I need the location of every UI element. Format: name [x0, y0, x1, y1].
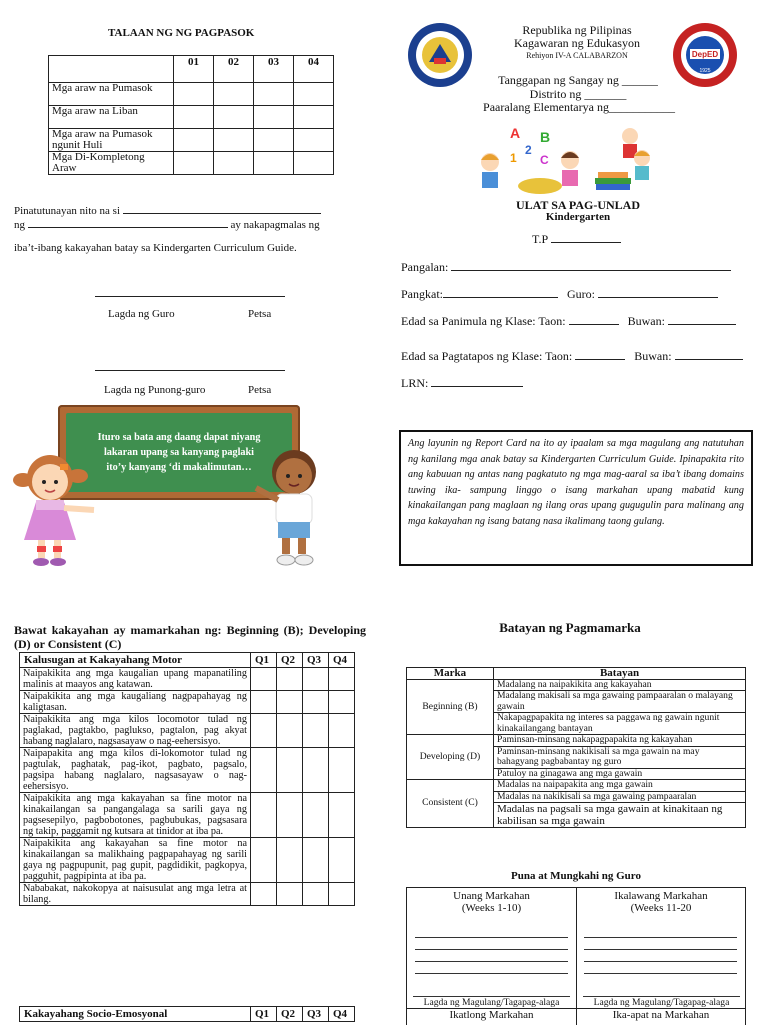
q2-parent-signature-label: Lagda ng Magulang/Tagapag-alaga	[583, 996, 740, 1008]
attendance-cell[interactable]	[174, 129, 214, 152]
attendance-cell[interactable]	[214, 106, 254, 129]
skill-grade-cell[interactable]	[303, 668, 329, 691]
deped-seal-left	[407, 22, 473, 88]
q2-comment-lines[interactable]	[584, 926, 737, 974]
grading-batayan-header: Batayan	[494, 668, 746, 680]
skill-grade-cell[interactable]	[251, 714, 277, 748]
tp-label: T.P	[532, 232, 548, 246]
skill-grade-cell[interactable]	[329, 748, 355, 793]
skills-q1-header: Q1	[251, 653, 277, 668]
q4-heading: Ika-apat na Markahan	[612, 1009, 710, 1021]
pangalan-field[interactable]	[451, 270, 731, 271]
header-district: Distrito ng _______	[529, 87, 627, 101]
certification-line-1	[14, 205, 321, 217]
skills-intro: Bawat kakayahan ay mamarkahan ng: Beginning (B); Developing (D) or Consistent (C)	[14, 623, 366, 651]
lrn-label: LRN:	[401, 376, 429, 390]
skill-item: Naipapakita ang mga kilos di-lokomotor tulad ng pagtulak, paghatak, pag-ikot, pagbato, pagsalo, pagsipa habang naglalaro, nagsasayaw o nag-eehersisyo.	[20, 748, 251, 793]
skill-grade-cell[interactable]	[251, 838, 277, 883]
socio-emotional-table	[19, 1006, 355, 1022]
attendance-header-q3: 03	[254, 56, 294, 83]
skill-grade-cell[interactable]	[277, 668, 303, 691]
socio-q1-header: Q1	[251, 1007, 277, 1022]
tp-field[interactable]	[551, 242, 621, 243]
attendance-header-q1: 01	[174, 56, 214, 83]
socio-q4-header: Q4	[329, 1007, 355, 1022]
attendance-cell[interactable]	[214, 152, 254, 175]
svg-text:2: 2	[525, 143, 532, 157]
kids-reading-illustration	[470, 120, 670, 200]
skill-grade-cell[interactable]	[277, 793, 303, 838]
svg-text:1: 1	[510, 151, 517, 165]
skill-grade-cell[interactable]	[251, 668, 277, 691]
attendance-cell[interactable]	[294, 106, 334, 129]
attendance-cell[interactable]	[174, 152, 214, 175]
school-field[interactable]	[28, 227, 228, 228]
report-subtitle: Kindergarten	[545, 211, 611, 223]
edad-simula-buwan-label: Buwan:	[627, 314, 665, 328]
skill-grade-cell[interactable]	[303, 714, 329, 748]
attendance-cell[interactable]	[214, 83, 254, 106]
teacher-signature-line[interactable]	[95, 296, 285, 297]
q1-parent-signature-label: Lagda ng Magulang/Tagapag-alaga	[413, 996, 570, 1008]
skills-table	[19, 652, 355, 906]
purpose-box	[399, 430, 753, 566]
attendance-cell[interactable]	[254, 129, 294, 152]
socio-q2-header: Q2	[277, 1007, 303, 1022]
grading-criterion: Madalang na naipakikita ang kakayahan	[494, 679, 746, 691]
certification-line-2	[14, 219, 320, 231]
skill-item: Naipakikita ang mga kaugaliang nagpapahayag ng kaligtasan.	[20, 691, 251, 714]
deped-seal-right	[672, 22, 738, 88]
skills-q4-header: Q4	[329, 653, 355, 668]
skill-item: Nababakat, nakokopya at naisusulat ang mga letra at bilang.	[20, 883, 251, 906]
grading-criterion: Patuloy na ginagawa ang mga gawain	[494, 768, 746, 780]
report-title: ULAT SA PAG-UNLAD	[515, 198, 640, 212]
certification-suffix: ay nakapagmalas ng	[230, 219, 320, 231]
attendance-row-label: Mga araw na Pumasok ngunit Huli	[49, 129, 174, 152]
skill-grade-cell[interactable]	[251, 793, 277, 838]
attendance-table	[48, 55, 334, 175]
skill-grade-cell[interactable]	[329, 883, 355, 906]
edad-simula-buwan-field[interactable]	[668, 324, 736, 325]
comments-title: Puna at Mungkahi ng Guro	[510, 870, 641, 882]
skills-q3-header: Q3	[303, 653, 329, 668]
svg-text:A: A	[510, 125, 521, 141]
skill-grade-cell[interactable]	[303, 793, 329, 838]
skill-grade-cell[interactable]	[277, 748, 303, 793]
q1-title: Unang Markahan	[453, 890, 530, 902]
girl-illustration	[8, 440, 108, 575]
skill-grade-cell[interactable]	[303, 838, 329, 883]
grading-mark: Beginning (B)	[407, 679, 494, 735]
skill-grade-cell[interactable]	[277, 883, 303, 906]
q2-heading	[577, 890, 745, 914]
attendance-row-label: Mga araw na Pumasok	[49, 83, 174, 106]
principal-signature-label: Lagda ng Punong-guro	[104, 384, 206, 396]
skill-grade-cell[interactable]	[277, 691, 303, 714]
guro-field[interactable]	[598, 297, 718, 298]
edad-simula-taon-field[interactable]	[569, 324, 619, 325]
chalkboard-text: Ituro sa bata ang daang dapat niyang lakaran upang sa kanyang paglaki ito’y kanyang ‘di makalimutan…	[97, 432, 261, 473]
pangalan-row	[401, 260, 731, 275]
attendance-cell[interactable]	[174, 106, 214, 129]
edad-tapos-row	[401, 349, 743, 364]
skill-grade-cell[interactable]	[329, 668, 355, 691]
attendance-header-q4: 04	[294, 56, 334, 83]
skills-section-header: Kalusugan at Kakayahang Motor	[20, 653, 251, 668]
seal-right-text: DepED	[691, 50, 719, 59]
skill-grade-cell[interactable]	[329, 691, 355, 714]
q2-weeks: (Weeks 11-20	[630, 902, 692, 914]
attendance-cell[interactable]	[294, 129, 334, 152]
skill-item: Naipakikita ang kakayahan sa fine motor na kinakailangan sa malikhaing pagpapahayag ng sarili gaya ng pagpupunit, pag gupit, pagdidikit, pagkopya, pagguhit, pagpipinta at iba pa.	[20, 838, 251, 883]
skill-item: Naipakikita ang mga kilos locomotor tulad ng paglakad, pagtakbo, paglukso, pagtalon, pag akyat habang naglalaro, nagsasayaw o nag-eehersisyo.	[20, 714, 251, 748]
skill-grade-cell[interactable]	[277, 714, 303, 748]
header-republic: Republika ng Pilipinas	[522, 23, 632, 37]
tp-row	[532, 232, 621, 247]
q1-heading	[407, 890, 576, 914]
attendance-cell[interactable]	[254, 83, 294, 106]
grading-table	[406, 667, 746, 828]
skill-grade-cell[interactable]	[277, 838, 303, 883]
teacher-date-label: Petsa	[248, 308, 272, 320]
header-region: Rehiyon IV-A CALABARZON	[526, 51, 628, 60]
pangkat-row	[401, 287, 718, 302]
teacher-signature-label: Lagda ng Guro	[108, 308, 175, 320]
q2-title: Ikalawang Markahan	[614, 890, 708, 902]
attendance-row-label: Mga Di-Kompletong Araw	[49, 152, 174, 175]
grading-mark: Consistent (C)	[407, 780, 494, 828]
lrn-row	[401, 376, 523, 391]
skill-grade-cell[interactable]	[329, 714, 355, 748]
skill-grade-cell[interactable]	[303, 748, 329, 793]
skill-grade-cell[interactable]	[251, 883, 277, 906]
edad-tapos-buwan-label: Buwan:	[634, 349, 672, 363]
boy-illustration	[252, 440, 342, 575]
grading-criterion: Madalas na pagsali sa mga gawain at kinakitaan ng kabilisan sa mga gawain	[494, 803, 746, 828]
grading-criterion: Paminsan-minsang nakapagpapakita ng kakayahan	[494, 735, 746, 747]
attendance-cell[interactable]	[294, 83, 334, 106]
edad-simula-row	[401, 314, 736, 329]
header-department: Kagawaran ng Edukasyon	[514, 36, 640, 50]
header-school: Paaralang Elementarya ng___________	[483, 100, 675, 114]
q1-comment-lines[interactable]	[415, 926, 568, 974]
grading-criterion: Paminsan-minsang nakikisali sa mga gawain na may bahagyang pagbabantay ng guro	[494, 746, 746, 768]
attendance-cell[interactable]	[254, 106, 294, 129]
q3-heading: Ikatlong Markahan	[449, 1009, 534, 1021]
comments-grid	[406, 887, 746, 1025]
attendance-row-label: Mga araw na Liban	[49, 106, 174, 129]
grading-title: Batayan ng Pagmamarka	[499, 620, 641, 635]
edad-tapos-buwan-field[interactable]	[675, 359, 743, 360]
edad-tapos-taon-field[interactable]	[575, 359, 625, 360]
certification-prefix: Pinatutunayan nito na si	[14, 205, 121, 217]
attendance-header-blank	[49, 56, 174, 83]
attendance-cell[interactable]	[294, 152, 334, 175]
grading-marka-header: Marka	[407, 668, 494, 680]
principal-signature-line[interactable]	[95, 370, 285, 371]
certification-ng: ng	[14, 219, 25, 231]
seal-right-year: 1925	[699, 68, 711, 74]
edad-tapos-label: Edad sa Pagtatapos ng Klase: Taon:	[401, 349, 573, 363]
grading-criterion: Nakapagpapakita ng interes sa paggawa ng gawain ngunit kinakailangang bantayan	[494, 713, 746, 735]
skill-grade-cell[interactable]	[251, 691, 277, 714]
skill-grade-cell[interactable]	[303, 883, 329, 906]
attendance-header-q2: 02	[214, 56, 254, 83]
attendance-cell[interactable]	[174, 83, 214, 106]
grading-criterion: Madalas na nakikisali sa mga gawaing pampaaralan	[494, 791, 746, 803]
grading-criterion: Madalang makisali sa mga gawaing pampaaralan o malayang gawain	[494, 691, 746, 713]
attendance-cell[interactable]	[254, 152, 294, 175]
purpose-text: Ang layunin ng Report Card na ito ay ipaalam sa mga magulang ang natutuhan ng kanilang mga anak batay sa Kindergarten Curriculum Guide. Ipinapakita rito ang kabuuan ng antas nang pagkatuto ng mga mag-aaral sa iba’t ibang domains tuwing ika- sampung linggo o isang markahan upang mabatid kung kinakailangan pang maglaan ng ilang oras upang gugugulin para malinang ang mga kakayahan ng isang batang nasa ikalimang taong gulang.	[408, 438, 744, 527]
attendance-cell[interactable]	[214, 129, 254, 152]
skill-item: Naipakikita ang mga kaugalian upang mapanatiling malinis at maayos ang katawan.	[20, 668, 251, 691]
socio-q3-header: Q3	[303, 1007, 329, 1022]
skill-grade-cell[interactable]	[329, 838, 355, 883]
header-block	[478, 24, 676, 61]
skill-grade-cell[interactable]	[251, 748, 277, 793]
edad-simula-label: Edad sa Panimula ng Klase: Taon:	[401, 314, 566, 328]
skill-grade-cell[interactable]	[329, 793, 355, 838]
q1-weeks: (Weeks 1-10)	[461, 902, 522, 914]
pangalan-label: Pangalan:	[401, 260, 449, 274]
svg-text:B: B	[540, 129, 551, 145]
header-office: Tanggapan ng Sangay ng ______	[498, 73, 658, 87]
student-name-field[interactable]	[123, 213, 321, 214]
principal-date-label: Petsa	[248, 384, 272, 396]
lrn-field[interactable]	[431, 386, 523, 387]
skill-item: Naipakikita ang mga kakayahan sa fine motor na kinakailangan sa pangangalaga sa sarili gaya ng pagsesepilyo, pagbobotones, pagbubukas, pagsasara ng takip, paggamit ng kutsara at tinidor at iba pa.	[20, 793, 251, 838]
socio-section-header: Kakayahang Socio-Emosyonal	[20, 1007, 251, 1022]
skills-q2-header: Q2	[277, 653, 303, 668]
certification-line-3: iba’t-ibang kakayahan batay sa Kindergarten Curriculum Guide.	[14, 242, 297, 254]
attendance-title: TALAAN NG NG PAGPASOK	[108, 27, 255, 39]
pangkat-field[interactable]	[443, 297, 558, 298]
skill-grade-cell[interactable]	[303, 691, 329, 714]
pangkat-label: Pangkat:	[401, 287, 443, 301]
guro-label: Guro:	[567, 287, 595, 301]
grading-criterion: Madalas na naipapakita ang mga gawain	[494, 780, 746, 792]
svg-text:C: C	[540, 153, 549, 167]
grading-mark: Developing (D)	[407, 735, 494, 780]
